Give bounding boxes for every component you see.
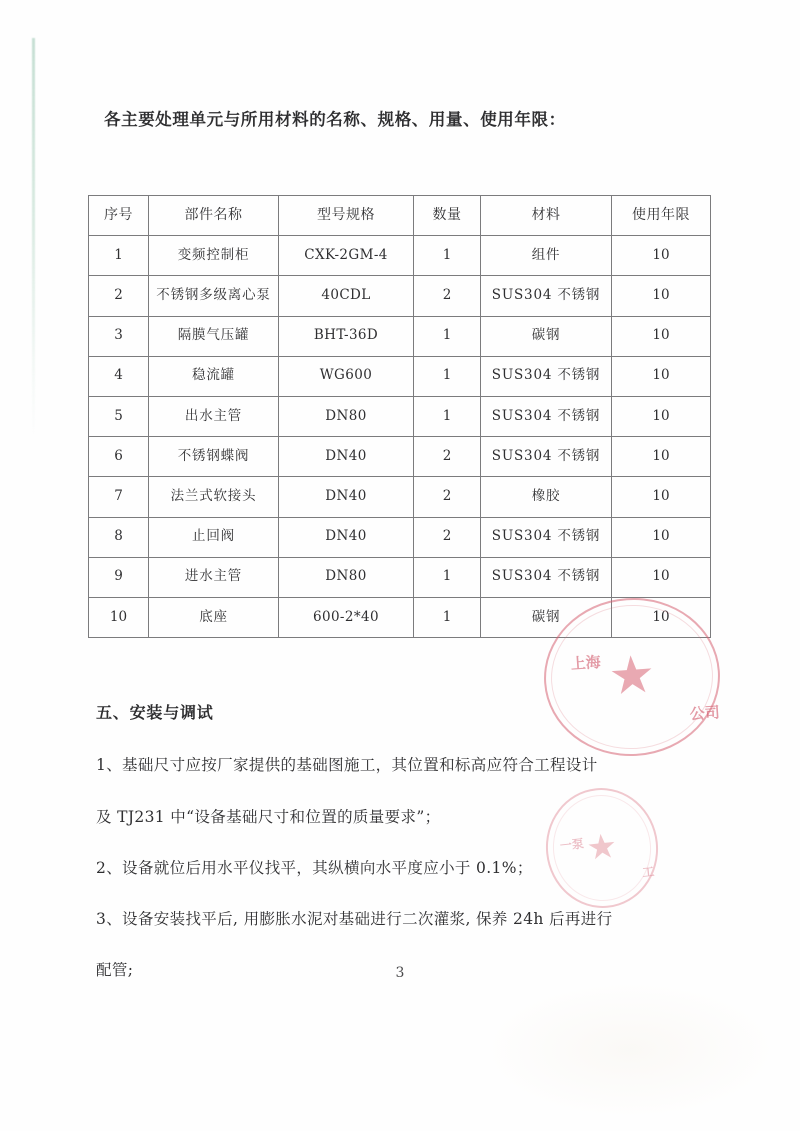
cell-name: 变频控制柜 (149, 236, 279, 276)
cell-quantity: 1 (414, 597, 481, 637)
column-header-index: 序号 (89, 196, 149, 236)
cell-name: 稳流罐 (149, 356, 279, 396)
cell-lifespan: 10 (612, 276, 711, 316)
stamp-char: 工 (641, 864, 655, 880)
paragraph-2: 2、设备就位后用水平仪找平，其纵横向水平度应小于 0.1%； (96, 859, 533, 877)
cell-material: SUS304 不锈钢 (481, 437, 612, 477)
cell-model: CXK-2GM-4 (279, 236, 414, 276)
table-row (89, 477, 711, 517)
cell-quantity: 1 (414, 236, 481, 276)
scan-noise (480, 980, 780, 1120)
cell-model: 600-2*40 (279, 597, 414, 637)
stamp-char: 一泵 (559, 836, 585, 853)
cell-index: 1 (89, 236, 149, 276)
cell-name: 隔膜气压罐 (149, 316, 279, 356)
cell-lifespan: 10 (612, 597, 711, 637)
star-icon: ★ (584, 825, 620, 869)
table-row (89, 517, 711, 557)
cell-index: 10 (89, 597, 149, 637)
cell-material: SUS304 不锈钢 (481, 276, 612, 316)
cell-model: BHT-36D (279, 316, 414, 356)
table-row (89, 557, 711, 597)
cell-index: 5 (89, 396, 149, 436)
table-row (89, 396, 711, 436)
paragraph-1-line-1: 1、基础尺寸应按厂家提供的基础图施工，其位置和标高应符合工程设计 (96, 756, 598, 774)
paragraph-3-line-2: 配管; (96, 961, 134, 979)
cell-name: 法兰式软接头 (149, 477, 279, 517)
table-row (89, 236, 711, 276)
stamp-char: 上海 (570, 652, 602, 674)
cell-model: DN80 (279, 396, 414, 436)
cell-material: 组件 (481, 236, 612, 276)
spec-table (88, 195, 711, 638)
cell-model: WG600 (279, 356, 414, 396)
section-heading: 五、安装与调试 (96, 703, 214, 722)
cell-model: DN40 (279, 477, 414, 517)
star-icon: ★ (606, 644, 658, 708)
cell-quantity: 1 (414, 557, 481, 597)
table-row (89, 597, 711, 637)
cell-quantity: 1 (414, 316, 481, 356)
cell-lifespan: 10 (612, 236, 711, 276)
table-row (89, 356, 711, 396)
cell-index: 7 (89, 477, 149, 517)
stamp-inner-ring (548, 790, 657, 906)
cell-material: 橡胶 (481, 477, 612, 517)
scan-artifact-line (32, 38, 35, 438)
column-header-lifespan: 使用年限 (612, 196, 711, 236)
cell-quantity: 2 (414, 276, 481, 316)
stamp-arc-text (540, 782, 664, 913)
cell-index: 3 (89, 316, 149, 356)
cell-lifespan: 10 (612, 316, 711, 356)
stamp-outer-ring (540, 782, 664, 913)
paragraph-1-line-2: 及 TJ231 中“设备基础尺寸和位置的质量要求”； (96, 808, 441, 826)
cell-lifespan: 10 (612, 517, 711, 557)
cell-model: DN80 (279, 557, 414, 597)
cell-lifespan: 10 (612, 437, 711, 477)
cell-quantity: 2 (414, 477, 481, 517)
cell-name: 不锈钢蝶阀 (149, 437, 279, 477)
cell-quantity: 1 (414, 356, 481, 396)
cell-material: SUS304 不锈钢 (481, 356, 612, 396)
cell-quantity: 2 (414, 437, 481, 477)
table-body (89, 236, 711, 638)
column-header-model: 型号规格 (279, 196, 414, 236)
cell-quantity: 1 (414, 396, 481, 436)
cell-index: 9 (89, 557, 149, 597)
cell-material: SUS304 不锈钢 (481, 396, 612, 436)
column-header-name: 部件名称 (149, 196, 279, 236)
cell-material: SUS304 不锈钢 (481, 517, 612, 557)
table-header-row (89, 196, 711, 236)
cell-index: 6 (89, 437, 149, 477)
paragraph-3-line-1: 3、设备安装找平后, 用膨胀水泥对基础进行二次灌浆, 保养 24h 后再进行 (96, 910, 613, 928)
stamp-char: 公司 (689, 703, 721, 724)
table-row (89, 316, 711, 356)
cell-index: 4 (89, 356, 149, 396)
cell-quantity: 2 (414, 517, 481, 557)
table-row (89, 437, 711, 477)
cell-name: 不锈钢多级离心泵 (149, 276, 279, 316)
cell-index: 8 (89, 517, 149, 557)
cell-name: 止回阀 (149, 517, 279, 557)
cell-name: 出水主管 (149, 396, 279, 436)
cell-material: 碳钢 (481, 597, 612, 637)
column-header-quantity: 数量 (414, 196, 481, 236)
table-head (89, 196, 711, 236)
cell-material: 碳钢 (481, 316, 612, 356)
cell-model: DN40 (279, 437, 414, 477)
cell-index: 2 (89, 276, 149, 316)
table-row (89, 276, 711, 316)
column-header-material: 材料 (481, 196, 612, 236)
cell-lifespan: 10 (612, 557, 711, 597)
cell-lifespan: 10 (612, 396, 711, 436)
cell-model: 40CDL (279, 276, 414, 316)
cell-material: SUS304 不锈钢 (481, 557, 612, 597)
cell-model: DN40 (279, 517, 414, 557)
cell-lifespan: 10 (612, 477, 711, 517)
cell-name: 进水主管 (149, 557, 279, 597)
red-secondary-stamp (540, 782, 664, 913)
cell-name: 底座 (149, 597, 279, 637)
spec-table-container (88, 195, 710, 638)
page-title: 各主要处理单元与所用材料的名称、规格、用量、使用年限： (104, 110, 566, 129)
page-number: 3 (395, 965, 405, 981)
cell-lifespan: 10 (612, 356, 711, 396)
